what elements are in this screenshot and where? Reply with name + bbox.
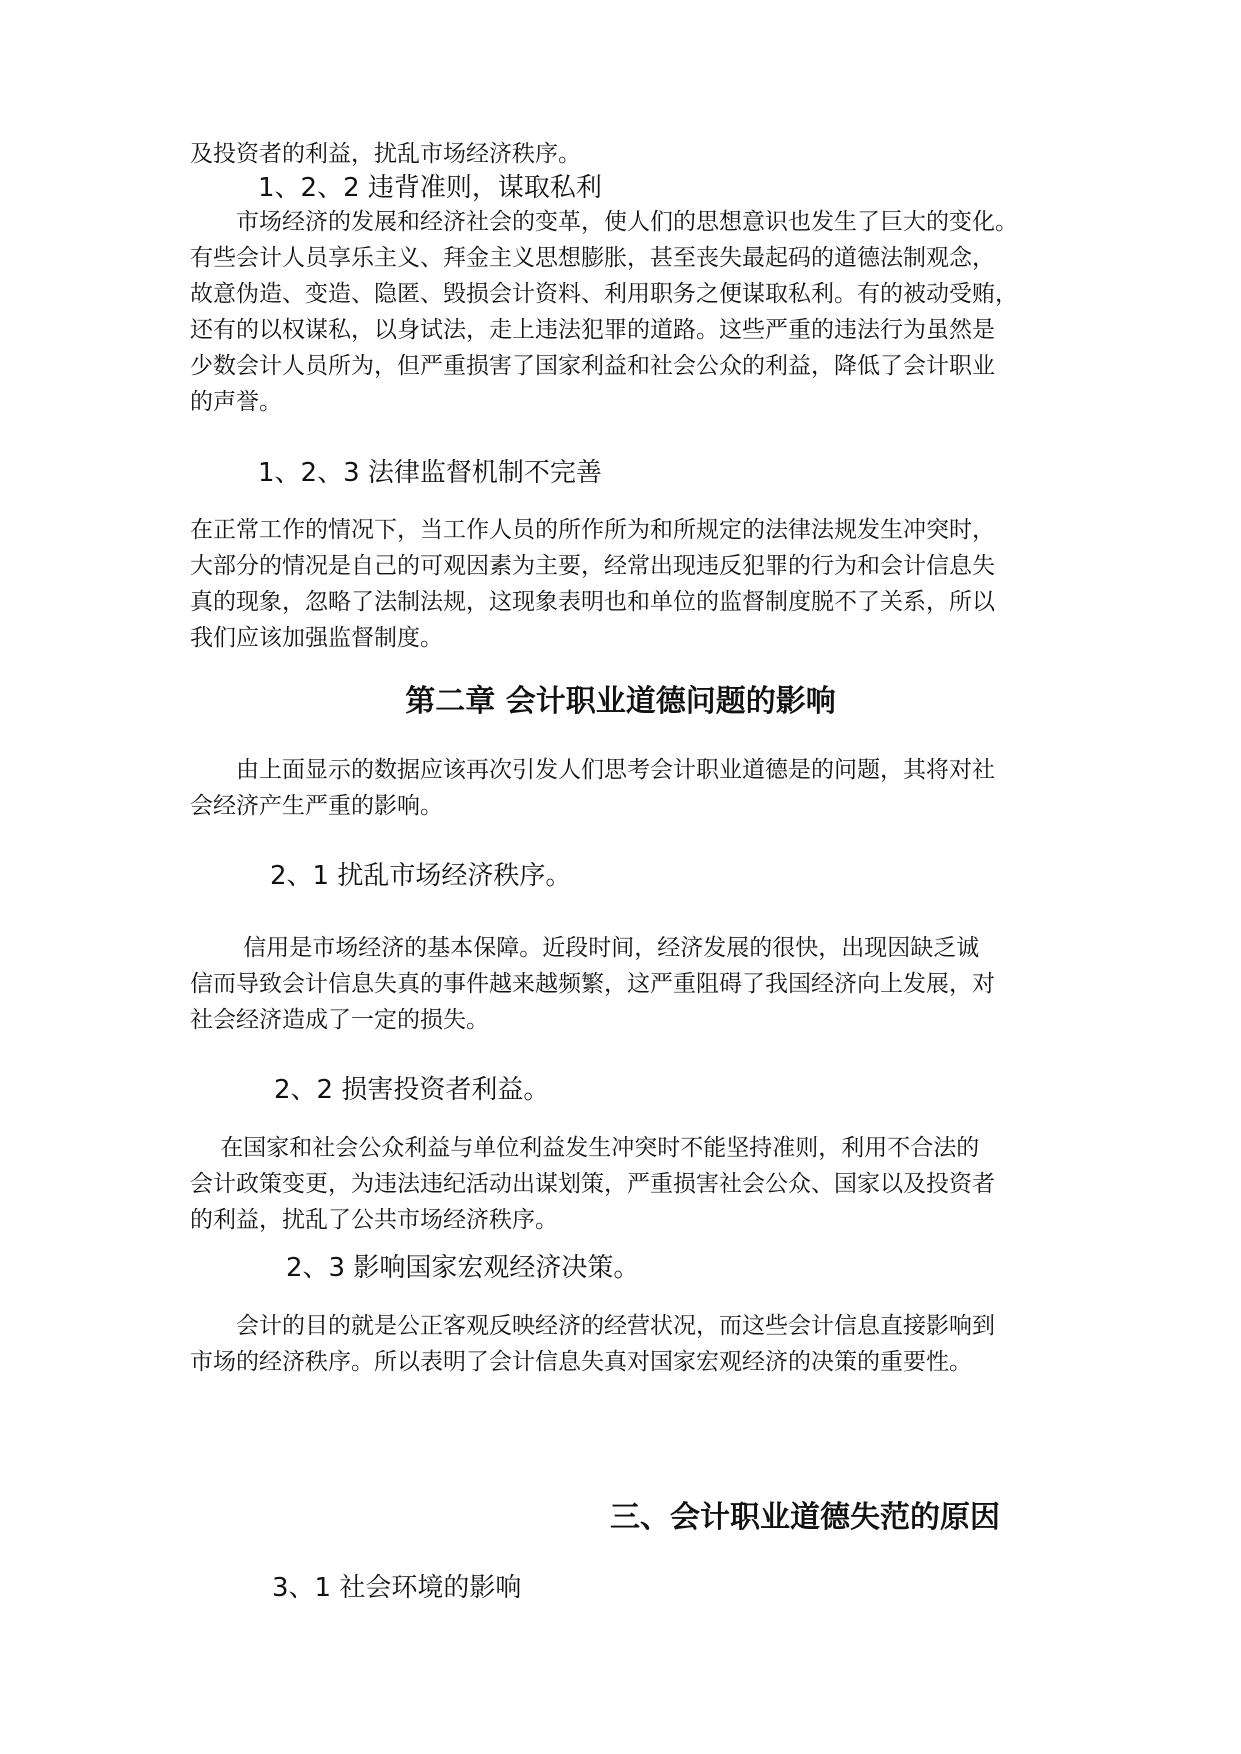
paragraph-line: 故意伪造、变造、隐匿、毁损会计资料、利用职务之便谋取私利。有的被动受贿，	[190, 281, 1018, 307]
paragraph-line: 在国家和社会公众利益与单位利益发生冲突时不能坚持准则，利用不合法的	[190, 1135, 980, 1161]
section-heading-2-2: 2、2 损害投资者利益。	[274, 1075, 550, 1105]
paragraph-line: 信而导致会计信息失真的事件越来越频繁，这严重阻碍了我国经济向上发展，对	[190, 971, 995, 997]
paragraph-line: 及投资者的利益，扰乱市场经济秩序。	[190, 141, 581, 167]
section-heading-2-1: 2、1 扰乱市场经济秩序。	[270, 861, 572, 891]
section-heading-1-2-3: 1、2、3 法律监督机制不完善	[258, 458, 602, 488]
paragraph-line: 会计政策变更，为违法违纪活动出谋划策，严重损害社会公众、国家以及投资者	[190, 1171, 995, 1197]
paragraph-line: 的利益，扰乱了公共市场经济秩序。	[190, 1207, 558, 1233]
paragraph-line: 少数会计人员所为，但严重损害了国家利益和社会公众的利益，降低了会计职业	[190, 353, 995, 379]
paragraph-line: 会经济产生严重的影响。	[190, 793, 443, 819]
paragraph-line: 市场经济的发展和经济社会的变革，使人们的思想意识也发生了巨大的变化。	[190, 209, 1018, 235]
paragraph-line: 由上面显示的数据应该再次引发人们思考会计职业道德是的问题，其将对社	[190, 757, 995, 783]
chapter-heading-3: 三、会计职业道德失范的原因	[610, 1500, 1000, 1535]
paragraph-line: 在正常工作的情况下，当工作人员的所作所为和所规定的法律法规发生冲突时，	[190, 517, 995, 543]
paragraph-line: 社会经济造成了一定的损失。	[190, 1007, 489, 1033]
paragraph-line: 大部分的情况是自己的可观因素为主要，经常出现违反犯罪的行为和会计信息失	[190, 553, 995, 579]
paragraph-line: 我们应该加强监督制度。	[190, 625, 443, 651]
paragraph-line: 还有的以权谋私，以身试法，走上违法犯罪的道路。这些严重的违法行为虽然是	[190, 317, 995, 343]
paragraph-line: 会计的目的就是公正客观反映经济的经营状况，而这些会计信息直接影响到	[190, 1313, 995, 1339]
section-heading-1-2-2: 1、2、2 违背准则，谋取私利	[258, 173, 602, 203]
section-heading-3-1: 3、1 社会环境的影响	[272, 1573, 522, 1603]
section-heading-2-3: 2、3 影响国家宏观经济决策。	[286, 1253, 640, 1283]
paragraph-line: 真的现象，忽略了法制法规，这现象表明也和单位的监督制度脱不了关系，所以	[190, 589, 995, 615]
chapter-heading-2: 第二章 会计职业道德问题的影响	[405, 684, 836, 719]
paragraph-line: 信用是市场经济的基本保障。近段时间，经济发展的很快，出现因缺乏诚	[190, 935, 980, 961]
paragraph-line: 市场的经济秩序。所以表明了会计信息失真对国家宏观经济的决策的重要性。	[190, 1349, 972, 1375]
paragraph-line: 有些会计人员享乐主义、拜金主义思想膨胀，甚至丧失最起码的道德法制观念，	[190, 245, 995, 271]
paragraph-line: 的声誉。	[190, 389, 282, 415]
